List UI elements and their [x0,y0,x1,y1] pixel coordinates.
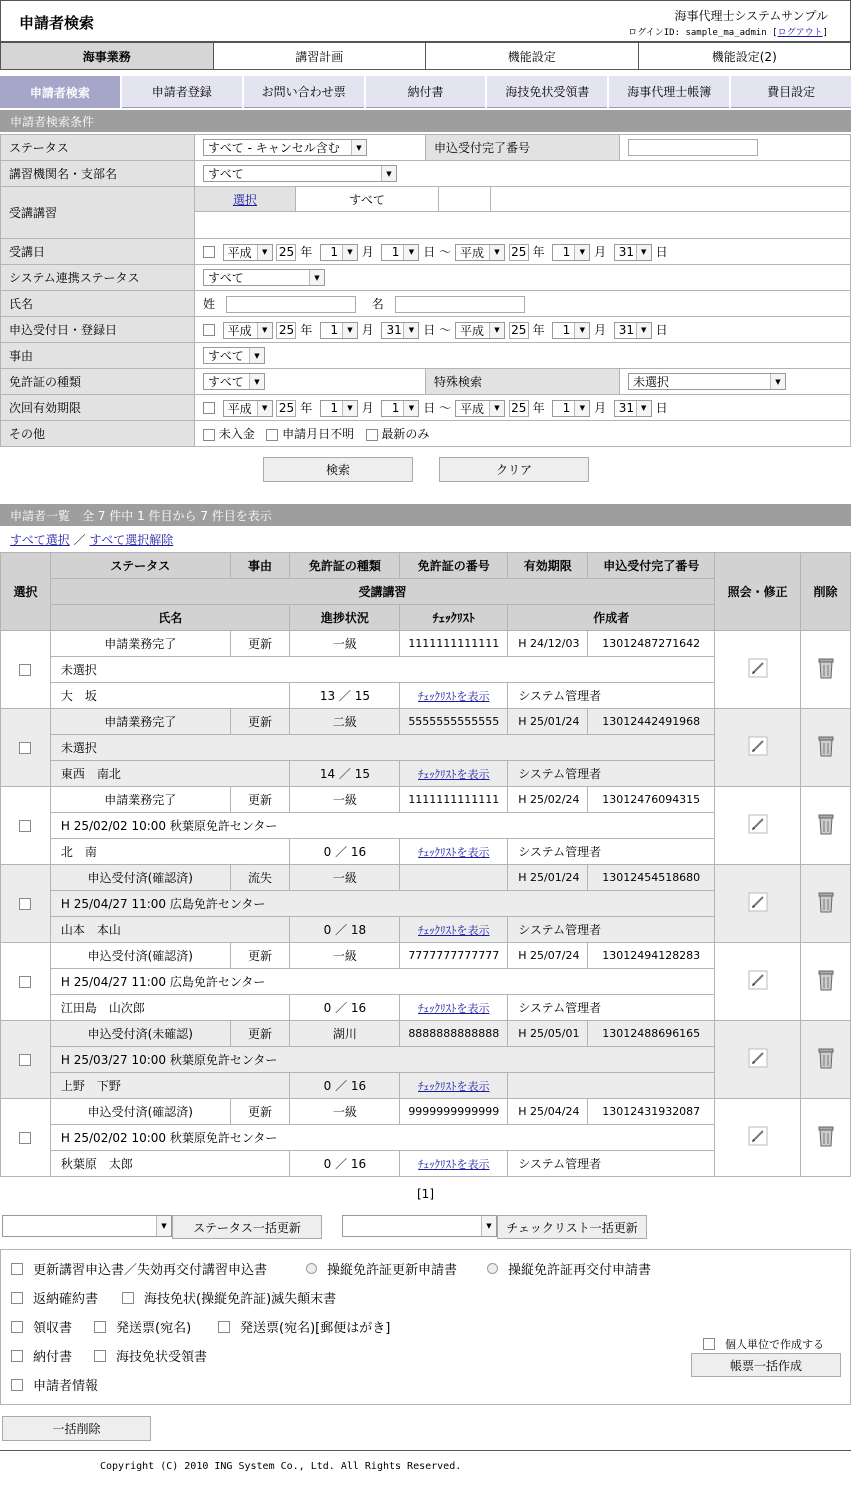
table-row [1,943,851,969]
table-row [1,631,851,657]
row-completion-no: 13012476094315 [588,787,715,813]
row-name: 上野 下野 [50,1073,290,1099]
logout-link[interactable]: ログアウト [777,28,823,38]
era-select[interactable]: 平成 ▼ [223,244,273,261]
trash-icon[interactable] [817,902,835,916]
select-all-link[interactable]: すべて選択 [10,533,70,547]
row-status: 申込受付済(確認済) [50,943,230,969]
chevron-down-icon: ▼ [156,1216,171,1236]
month-select[interactable]: 1 ▼ [552,244,590,261]
row-select-checkbox[interactable] [19,898,31,910]
license-type-select[interactable]: すべて ▼ [203,373,265,390]
row-progress: 0 ／ 18 [290,917,400,943]
row-course: H 25/04/27 11:00 広島免許センター [50,891,714,917]
sync-label: システム連携ステータス [1,265,195,291]
row-reason: 更新 [230,1099,290,1125]
document-form: 更新講習申込書／失効再交付講習申込書 操縦免許証更新申請書 操縦免許証再交付申請書 返納確約書 海技免状(操縦免許証)滅失顛末書 領収書 発送票(宛名) 発送票(宛名)[郵便はがき] 納付書 海技免状受領書 申請者情報 個人単位で作成する 帳票一括作成 [0,1249,851,1405]
table-row [1,787,851,813]
last-name-input[interactable] [226,296,356,313]
trash-icon[interactable] [817,1058,835,1072]
row-expiry: H 25/02/24 [508,787,588,813]
date-unknown-checkbox[interactable] [266,429,278,441]
tab-course-plan[interactable]: 講習計画 [214,42,427,70]
row-course: H 25/04/27 11:00 広島免許センター [50,969,714,995]
tab-maritime[interactable]: 海事業務 [0,42,214,70]
expiry-checkbox[interactable] [203,402,215,414]
row-license-no: 1111111111111 [400,631,508,657]
col-completion-no: 申込受付完了番号 [588,553,715,579]
row-course: 未選択 [50,735,714,761]
checklist-link[interactable]: ﾁｪｯｸﾘｽﾄを表示 [418,1001,490,1015]
apply-date-checkbox[interactable] [203,324,215,336]
license-receipt-checkbox[interactable] [94,1350,106,1362]
receipt-checkbox[interactable] [11,1321,23,1333]
row-course: H 25/02/02 10:00 秋葉原免許センター [50,1125,714,1151]
col-name: 氏名 [50,605,290,631]
trash-icon[interactable] [817,746,835,760]
completion-no-input[interactable] [628,139,758,156]
row-license-type: 一級 [290,787,400,813]
trash-icon[interactable] [817,1136,835,1150]
edit-icon[interactable] [748,1135,768,1149]
table-row [1,709,851,735]
first-name-input[interactable] [395,296,525,313]
course-select-link[interactable]: 選択 [232,192,257,207]
per-person-checkbox[interactable] [703,1338,715,1350]
edit-icon[interactable] [748,823,768,837]
row-expiry: H 25/07/24 [508,943,588,969]
checklist-link[interactable]: ﾁｪｯｸﾘｽﾄを表示 [418,923,490,937]
col-license-no: 免許証の番号 [400,553,508,579]
checklist-link[interactable]: ﾁｪｯｸﾘｽﾄを表示 [418,1079,490,1093]
chevron-down-icon: ▼ [249,348,264,363]
row-license-no [400,865,508,891]
row-completion-no: 13012487271642 [588,631,715,657]
copyright: Copyright (C) 2010 ING System Co., Ltd. All Rights Reserved. [100,1461,462,1472]
row-creator: システム管理者 [508,995,715,1021]
checklist-link[interactable]: ﾁｪｯｸﾘｽﾄを表示 [418,689,490,703]
date-enable-checkbox[interactable] [203,246,215,258]
subtab-payment[interactable]: 納付書 [366,76,486,108]
col-checklist: ﾁｪｯｸﾘｽﾄ [400,605,508,631]
bulk-status-button[interactable]: ステータス一括更新 [172,1215,322,1239]
row-completion-no: 13012442491968 [588,709,715,735]
col-course: 受講講習 [50,579,714,605]
day-select[interactable]: 31 ▼ [614,244,652,261]
row-progress: 13 ／ 15 [290,683,400,709]
system-name: 海事代理士システムサンプル [674,9,828,23]
row-name: 山本 本山 [50,917,290,943]
era-select[interactable]: 平成 ▼ [455,244,505,261]
course-value: すべて [296,187,439,211]
other-label: その他 [1,421,195,447]
status-label: ステータス [1,135,195,161]
trash-icon[interactable] [817,668,835,682]
row-creator: システム管理者 [508,917,715,943]
row-creator: システム管理者 [508,1151,715,1177]
chevron-down-icon: ▼ [351,140,366,155]
clear-button[interactable]: クリア [439,457,589,482]
table-row [1,1099,851,1125]
search-button[interactable]: 検索 [263,457,413,482]
pager[interactable]: [1] [417,1187,434,1201]
subtab-ledger[interactable]: 海事代理士帳簿 [609,76,729,108]
col-progress: 進捗状況 [290,605,400,631]
ship-postcard-checkbox[interactable] [218,1321,230,1333]
col-status: ステータス [50,553,230,579]
org-label: 講習機関名・支部名 [1,161,195,187]
special-search-label: 特殊検索 [426,369,620,395]
row-course: H 25/03/27 10:00 秋葉原免許センター [50,1047,714,1073]
row-completion-no: 13012494128283 [588,943,715,969]
row-completion-no: 13012454518680 [588,865,715,891]
trash-icon[interactable] [817,980,835,994]
return-pledge-checkbox[interactable] [11,1292,23,1304]
row-license-no: 8888888888888 [400,1021,508,1047]
subtab-inquiry[interactable]: お問い合わせ票 [244,76,364,108]
row-course: H 25/02/02 10:00 秋葉原免許センター [50,813,714,839]
conditions-header: 申請者検索条件 [0,110,851,132]
course-label: 受講講習 [1,187,195,239]
row-expiry: H 24/12/03 [508,631,588,657]
row-license-type: 二級 [290,709,400,735]
edit-icon[interactable] [748,901,768,915]
special-search-select[interactable]: 未選択 ▼ [628,373,786,390]
table-row [1,865,851,891]
col-delete: 削除 [801,553,851,631]
edit-icon[interactable] [748,979,768,993]
row-reason: 流失 [230,865,290,891]
row-creator: システム管理者 [508,683,715,709]
row-status: 申請業務完了 [50,787,230,813]
row-reason: 更新 [230,1021,290,1047]
row-license-type: 一級 [290,1099,400,1125]
row-select-checkbox[interactable] [19,1132,31,1144]
login-info: ログインID: sample_ma_admin [ログアウト] [628,28,828,38]
unpaid-checkbox[interactable] [203,429,215,441]
page-header [0,0,851,42]
applicant-table [0,552,851,1177]
chevron-down-icon: ▼ [770,374,785,389]
row-license-type: 一級 [290,631,400,657]
checklist-link[interactable]: ﾁｪｯｸﾘｽﾄを表示 [418,845,490,859]
checklist-link[interactable]: ﾁｪｯｸﾘｽﾄを表示 [418,1157,490,1171]
row-reason: 更新 [230,943,290,969]
name-label: 氏名 [1,291,195,317]
select-links: すべて選択 ／ すべて選択解除 [10,533,174,547]
bulk-checklist-select[interactable] [342,1215,497,1237]
row-expiry: H 25/01/24 [508,709,588,735]
bulk-delete-button[interactable]: 一括削除 [2,1416,151,1441]
row-progress: 0 ／ 16 [290,839,400,865]
row-license-type: 一級 [290,865,400,891]
status-select[interactable]: すべて - キャンセル含む ▼ [203,139,367,156]
row-progress: 0 ／ 16 [290,995,400,1021]
row-select-checkbox[interactable] [19,1054,31,1066]
create-all-button[interactable]: 帳票一括作成 [691,1353,841,1377]
col-creator: 作成者 [508,605,715,631]
latest-only-checkbox[interactable] [366,429,378,441]
row-reason: 更新 [230,709,290,735]
chevron-down-icon: ▼ [309,270,324,285]
edit-icon[interactable] [748,1057,768,1071]
col-select: 選択 [1,553,51,631]
table-row [1,1021,851,1047]
row-expiry: H 25/04/24 [508,1099,588,1125]
row-name: 北 南 [50,839,290,865]
page-title: 申請者検索 [19,14,95,32]
row-reason: 更新 [230,787,290,813]
expiry-row: 平成 ▼ 25 年 1 ▼ 月 1 ▼ 日 ～ 平成 ▼ 25 年 1 ▼ 月 31 ▼ 日 [195,395,851,421]
deselect-all-link[interactable]: すべて選択解除 [89,533,174,547]
row-license-type: 一級 [290,943,400,969]
day-select[interactable]: 1 ▼ [381,244,419,261]
row-status: 申請業務完了 [50,709,230,735]
chevron-down-icon: ▼ [249,374,264,389]
row-license-no: 5555555555555 [400,709,508,735]
row-status: 申請業務完了 [50,631,230,657]
row-select-checkbox[interactable] [19,820,31,832]
tab-settings[interactable]: 機能設定 [426,42,639,70]
checklist-link[interactable]: ﾁｪｯｸﾘｽﾄを表示 [418,767,490,781]
row-creator [508,1073,715,1099]
row-progress: 14 ／ 15 [290,761,400,787]
date-label: 受講日 [1,239,195,265]
op-reissue-radio[interactable] [487,1263,498,1274]
apply-date-row: 平成 ▼ 25 年 1 ▼ 月 31 ▼ 日 ～ 平成 ▼ 25 年 1 ▼ 月 31 ▼ 日 [195,317,851,343]
subtab-applicant-register[interactable]: 申請者登録 [122,76,242,108]
expiry-label: 次回有効期限 [1,395,195,421]
row-completion-no: 13012431932087 [588,1099,715,1125]
row-license-no: 1111111111111 [400,787,508,813]
month-select[interactable]: 1 ▼ [320,244,358,261]
row-expiry: H 25/05/01 [508,1021,588,1047]
row-creator: システム管理者 [508,839,715,865]
list-header: 申請者一覧 全 7 件中 1 件目から 7 件目を表示 [0,504,851,526]
row-completion-no: 13012488696165 [588,1021,715,1047]
row-status: 申込受付済(確認済) [50,1099,230,1125]
row-expiry: H 25/01/24 [508,865,588,891]
col-expiry: 有効期限 [508,553,588,579]
trash-icon[interactable] [817,824,835,838]
loss-report-checkbox[interactable] [122,1292,134,1304]
row-course: 未選択 [50,657,714,683]
row-name: 江田島 山次郎 [50,995,290,1021]
reason-select[interactable]: すべて ▼ [203,347,265,364]
sub-tabs [0,76,851,108]
subtab-applicant-search[interactable]: 申請者検索 [0,76,120,108]
row-name: 大 坂 [50,683,290,709]
row-license-no: 7777777777777 [400,943,508,969]
chevron-down-icon: ▼ [381,166,396,181]
edit-icon[interactable] [748,745,768,759]
row-select-checkbox[interactable] [19,742,31,754]
ship-label-checkbox[interactable] [94,1321,106,1333]
org-select[interactable]: すべて ▼ [203,165,397,182]
col-license-type: 免許証の種類 [290,553,400,579]
reason-label: 事由 [1,343,195,369]
row-progress: 0 ／ 16 [290,1151,400,1177]
payment-checkbox[interactable] [11,1350,23,1362]
subtab-expense[interactable]: 費目設定 [731,76,851,108]
row-name: 東西 南北 [50,761,290,787]
main-tabs [0,42,851,70]
search-conditions: ステータス すべて - キャンセル含む ▼ 申込受付完了番号 講習機関名・支部名 すべて ▼ 受講講習 選択 すべて 受講日 平成 ▼ 25 年 1 ▼ 月 1 ▼ 日 ～ 平成 ▼ 25 年 1 ▼ 月 31 ▼ 日 システム連携ステータス すべて ▼ 氏名 姓 名 申込受付日・登録日 平成 ▼ 25 年 1 ▼ 月 31 ▼ 日 ～ 平成 ▼ 25 年 1 ▼ 月 31 ▼ 日 事由 すべて ▼ 免許証の種類 すべて ▼ 特殊検索 未選択 ▼ 次回有効期限 平成 ▼ 25 年 1 ▼ 月 1 ▼ 日 ～ 平成 ▼ 25 年 1 ▼ 月 31 ▼ 日 その他 未入金 申請月日不明 最新のみ [0,134,851,447]
applicant-info-checkbox[interactable] [11,1379,23,1391]
bulk-status-select[interactable] [2,1215,172,1237]
row-progress: 0 ／ 16 [290,1073,400,1099]
col-edit: 照会・修正 [715,553,801,631]
renewal-form-checkbox[interactable] [11,1263,23,1275]
row-name: 秋葉原 太郎 [50,1151,290,1177]
apply-date-label: 申込受付日・登録日 [1,317,195,343]
row-select-checkbox[interactable] [19,976,31,988]
row-status: 申込受付済(未確認) [50,1021,230,1047]
row-license-type: 湖川 [290,1021,400,1047]
chevron-down-icon: ▼ [481,1216,496,1236]
tab-settings-2[interactable]: 機能設定(2) [639,42,851,70]
row-license-no: 9999999999999 [400,1099,508,1125]
row-reason: 更新 [230,631,290,657]
completion-no-label: 申込受付完了番号 [426,135,620,161]
row-select-checkbox[interactable] [19,664,31,676]
op-renew-radio[interactable] [306,1263,317,1274]
row-status: 申込受付済(確認済) [50,865,230,891]
subtab-license-receipt[interactable]: 海技免状受領書 [487,76,607,108]
row-creator: システム管理者 [508,761,715,787]
footer-divider [0,1450,851,1451]
edit-icon[interactable] [748,667,768,681]
bulk-checklist-button[interactable]: チェックリスト一括更新 [497,1215,647,1239]
col-reason: 事由 [230,553,290,579]
license-type-label: 免許証の種類 [1,369,195,395]
sync-select[interactable]: すべて ▼ [203,269,325,286]
date-range-row: 平成 ▼ 25 年 1 ▼ 月 1 ▼ 日 ～ 平成 ▼ 25 年 1 ▼ 月 31 ▼ 日 [195,239,851,265]
